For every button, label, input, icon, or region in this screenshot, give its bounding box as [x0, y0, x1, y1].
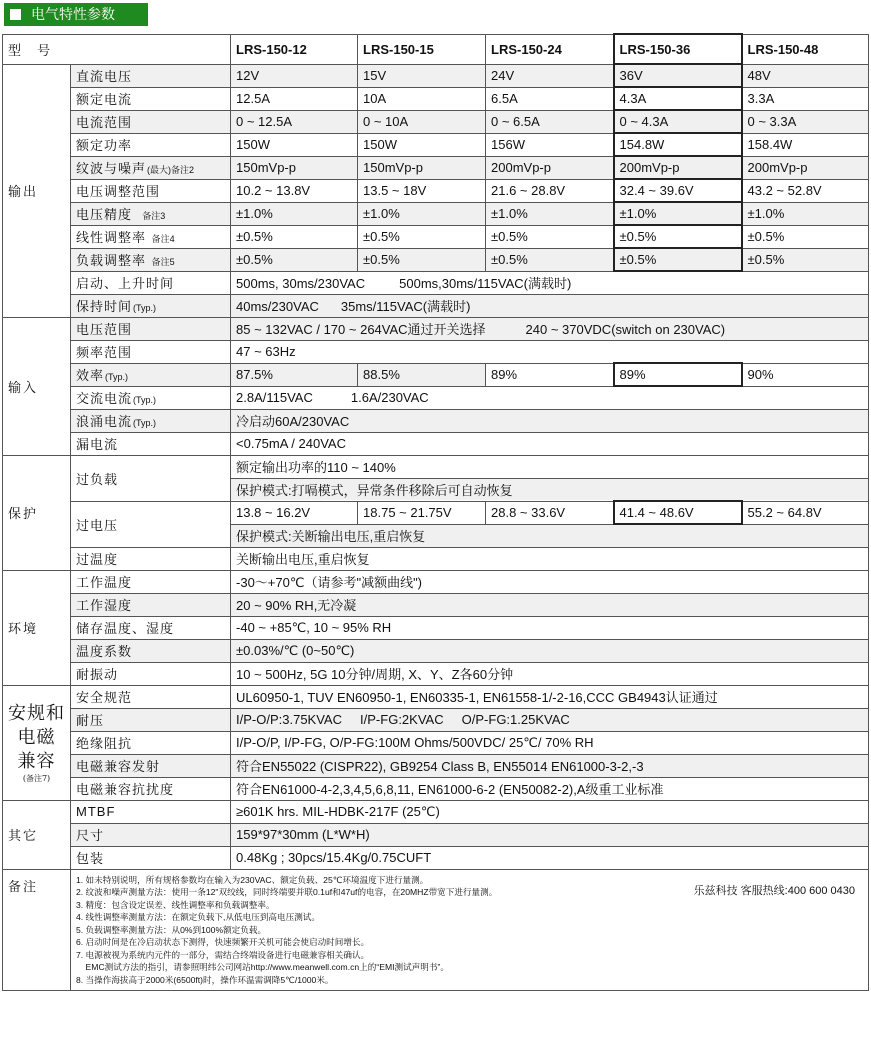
- row-label: 耐振动: [71, 662, 231, 685]
- spec-row: [3, 409, 869, 432]
- value-cell: ±0.5%: [358, 225, 486, 248]
- row-label-text: 负载调整率: [76, 253, 147, 268]
- spec-row: [3, 340, 869, 363]
- note-line: 3. 精度：包含设定误差、线性调整率和负载调整率。: [76, 899, 275, 910]
- value-cell-highlighted: 154.8W: [614, 133, 742, 156]
- value-cell-wide: 额定输出功率的110 ~ 140%: [231, 455, 869, 478]
- value-cell: 0 ~ 6.5A: [486, 110, 614, 133]
- category-input: 输入: [3, 317, 71, 455]
- row-label: 电磁兼容抗扰度: [71, 777, 231, 800]
- row-note: (Typ.): [133, 418, 157, 428]
- spec-row: [3, 685, 869, 708]
- value-cell: 88.5%: [358, 363, 486, 386]
- notes-cell: [71, 869, 869, 991]
- row-note: (Typ.): [133, 303, 157, 313]
- category-safety-emc: [3, 685, 71, 800]
- category-note: (备注7): [22, 773, 51, 783]
- spec-row: [3, 846, 869, 869]
- model-cell: LRS-150-12: [231, 34, 358, 64]
- notes-row: [3, 869, 869, 991]
- value-cell-highlighted: ±0.5%: [614, 248, 742, 271]
- value-cell-wide: I/P-O/P, I/P-FG, O/P-FG:100M Ohms/500VDC/ 25℃/ 70% RH: [231, 731, 869, 754]
- row-note: 备注3: [142, 211, 166, 221]
- value-a: 40ms/230VAC: [236, 299, 319, 314]
- value-cell-highlighted: 4.3A: [614, 87, 742, 110]
- spec-row: [3, 432, 869, 455]
- value-cell: 10.2 ~ 13.8V: [231, 179, 358, 202]
- value-cell: 43.2 ~ 52.8V: [742, 179, 869, 202]
- spec-row: [3, 248, 869, 271]
- value-a: 500ms, 30ms/230VAC: [236, 276, 366, 292]
- spec-row: [3, 662, 869, 685]
- value-b: 35ms/115VAC(满载时): [340, 299, 471, 314]
- model-cell: LRS-150-15: [358, 34, 486, 64]
- row-label: 安全规范: [71, 685, 231, 708]
- value-cell: 158.4W: [742, 133, 869, 156]
- row-label: 频率范围: [71, 340, 231, 363]
- row-label: [71, 202, 231, 225]
- row-label-text: 浪涌电流: [76, 414, 133, 429]
- spec-row: [3, 547, 869, 570]
- value-cell-highlighted: ±1.0%: [614, 202, 742, 225]
- spec-row: [3, 225, 869, 248]
- value-cell: ±0.5%: [742, 248, 869, 271]
- hotline: 乐兹科技 客服热线:400 600 0430: [693, 884, 856, 897]
- row-label: 工作温度: [71, 570, 231, 593]
- category-others: 其它: [3, 800, 71, 869]
- spec-row: [3, 363, 869, 386]
- category-line: 安规和: [8, 702, 65, 724]
- value-cell: 200mVp-p: [486, 156, 614, 179]
- value-cell-wide: -30～+70℃（请参考"减额曲线"): [231, 570, 869, 593]
- spec-row: [3, 386, 869, 409]
- category-environment: 环境: [3, 570, 71, 685]
- value-cell-wide: 符合EN61000-4-2,3,4,5,6,8,11, EN61000-6-2 (EN50082-2),A级重工业标准: [231, 777, 869, 800]
- value-cell-wide: UL60950-1, TUV EN60950-1, EN60335-1, EN61558-1/-2-16,CCC GB4943认证通过: [231, 685, 869, 708]
- spec-row: [3, 317, 869, 340]
- row-label: 储存温度、湿度: [71, 616, 231, 639]
- value-a: 2.8A/115VAC: [236, 390, 313, 406]
- value-cell: 21.6 ~ 28.8V: [486, 179, 614, 202]
- row-label-text: 保持时间: [76, 299, 133, 314]
- row-label: 漏电流: [71, 432, 231, 455]
- value-cell-wide: 0.48Kg ; 30pcs/15.4Kg/0.75CUFT: [231, 846, 869, 869]
- value-b: 1.6A/230VAC: [350, 390, 429, 406]
- spec-row: [3, 133, 869, 156]
- row-label: 尺寸: [71, 823, 231, 846]
- value-cell: 6.5A: [486, 87, 614, 110]
- row-label: 绝缘阻抗: [71, 731, 231, 754]
- row-label: 包装: [71, 846, 231, 869]
- row-label: 额定功率: [71, 133, 231, 156]
- value-cell-wide: [231, 294, 869, 317]
- row-label-text: 纹波与噪声: [76, 161, 147, 176]
- square-icon: [10, 9, 21, 20]
- value-b: 500ms,30ms/115VAC(满载时): [399, 276, 572, 292]
- row-note: (最大)备注2: [147, 165, 195, 175]
- value-cell: 15V: [358, 64, 486, 87]
- value-cell: ±0.5%: [231, 225, 358, 248]
- value-cell: 150mVp-p: [231, 156, 358, 179]
- row-label: [71, 386, 231, 409]
- value-cell: 18.75 ~ 21.75V: [358, 501, 486, 524]
- row-label: 额定电流: [71, 87, 231, 110]
- value-cell: 156W: [486, 133, 614, 156]
- section-title: 电气特性参数: [31, 6, 115, 22]
- row-label: 电流范围: [71, 110, 231, 133]
- row-label: 过温度: [71, 547, 231, 570]
- value-cell: ±0.5%: [486, 225, 614, 248]
- value-cell-wide: <0.75mA / 240VAC: [231, 432, 869, 455]
- row-label: MTBF: [71, 800, 231, 823]
- category-notes: 备注: [3, 869, 71, 991]
- row-note: 备注4: [151, 234, 175, 244]
- value-cell-highlighted: 32.4 ~ 39.6V: [614, 179, 742, 202]
- row-label-text: 线性调整率: [76, 230, 147, 245]
- spec-row: [3, 593, 869, 616]
- model-cell-highlighted: LRS-150-36: [614, 34, 742, 64]
- value-cell: ±0.5%: [742, 225, 869, 248]
- spec-table: [2, 33, 869, 991]
- spec-row: [3, 754, 869, 777]
- model-row: [3, 34, 869, 64]
- value-cell-wide: [231, 271, 869, 294]
- value-cell: ±1.0%: [358, 202, 486, 225]
- row-label: 电压调整范围: [71, 179, 231, 202]
- value-cell-wide: 保护模式:关断输出电压,重启恢复: [231, 524, 869, 547]
- value-cell-wide: 关断输出电压,重启恢复: [231, 547, 869, 570]
- row-label: 启动、上升时间: [71, 271, 231, 294]
- spec-row: [3, 294, 869, 317]
- category-output: 输出: [3, 64, 71, 317]
- row-label-text: 交流电流: [76, 391, 133, 406]
- note-line: 5. 负载调整率测量方法：从0%到100%额定负载。: [76, 924, 267, 935]
- model-cell: LRS-150-24: [486, 34, 614, 64]
- row-label-text: 效率: [76, 368, 105, 383]
- section-header: [4, 3, 148, 26]
- value-cell-wide: 符合EN55022 (CISPR22), GB9254 Class B, EN55014 EN61000-3-2,-3: [231, 754, 869, 777]
- row-label: 工作湿度: [71, 593, 231, 616]
- note-line: 4. 线性调整率测量方法：在额定负载下,从低电压到高电压测试。: [76, 912, 320, 922]
- value-cell: 0 ~ 3.3A: [742, 110, 869, 133]
- value-cell-highlighted: 89%: [614, 363, 742, 386]
- value-cell-wide: 10 ~ 500Hz, 5G 10分钟/周期, X、Y、Z各60分钟: [231, 662, 869, 685]
- value-cell: 13.8 ~ 16.2V: [231, 501, 358, 524]
- note-line: 8. 当操作海拔高于2000米(6500ft)时，操作环温需调降5℃/1000米。: [76, 974, 334, 985]
- note-line: 6. 启动时间是在冷启动状态下测得，快速频繁开关机可能会使启动时间增长。: [76, 937, 370, 947]
- value-cell: ±1.0%: [486, 202, 614, 225]
- value-cell-wide: [231, 317, 869, 340]
- row-label: 电压范围: [71, 317, 231, 340]
- row-label: 电磁兼容发射: [71, 754, 231, 777]
- value-cell: ±0.5%: [358, 248, 486, 271]
- row-label: [71, 409, 231, 432]
- row-label: 过负载: [71, 455, 231, 501]
- spec-row: [3, 87, 869, 110]
- row-note: (Typ.): [133, 395, 157, 405]
- row-label: [71, 225, 231, 248]
- value-cell-wide: [231, 386, 869, 409]
- row-note: (Typ.): [105, 372, 129, 382]
- value-cell: 10A: [358, 87, 486, 110]
- value-cell: 150W: [358, 133, 486, 156]
- value-cell: 55.2 ~ 64.8V: [742, 501, 869, 524]
- value-cell: 90%: [742, 363, 869, 386]
- row-note: 备注5: [151, 257, 175, 267]
- value-cell: 24V: [486, 64, 614, 87]
- value-cell-wide: 保护模式:打嗝模式，异常条件移除后可自动恢复: [231, 478, 869, 501]
- value-cell-wide: 冷启动60A/230VAC: [231, 409, 869, 432]
- value-cell-highlighted: 36V: [614, 64, 742, 87]
- value-cell-highlighted: 41.4 ~ 48.6V: [614, 501, 742, 524]
- value-cell-highlighted: 200mVp-p: [614, 156, 742, 179]
- spec-row: [3, 731, 869, 754]
- row-label: 过电压: [71, 501, 231, 547]
- value-cell: 150mVp-p: [358, 156, 486, 179]
- value-cell: ±0.5%: [231, 248, 358, 271]
- value-cell: ±0.5%: [486, 248, 614, 271]
- value-cell-wide: 159*97*30mm (L*W*H): [231, 823, 869, 846]
- value-a: 85 ~ 132VAC / 170 ~ 264VAC通过开关选择: [236, 322, 486, 337]
- spec-row: [3, 202, 869, 225]
- value-cell-highlighted: ±0.5%: [614, 225, 742, 248]
- value-cell-highlighted: 0 ~ 4.3A: [614, 110, 742, 133]
- spec-row: [3, 455, 869, 478]
- spec-row: [3, 708, 869, 731]
- spec-row: [3, 501, 869, 524]
- category-protection: 保护: [3, 455, 71, 570]
- value-b: 240 ~ 370VDC(switch on 230VAC): [525, 322, 726, 337]
- spec-row: [3, 110, 869, 133]
- value-cell: 200mVp-p: [742, 156, 869, 179]
- value-cell-wide: 47 ~ 63Hz: [231, 340, 869, 363]
- row-label: [71, 363, 231, 386]
- spec-row: [3, 179, 869, 202]
- spec-row: [3, 64, 869, 87]
- value-cell: 3.3A: [742, 87, 869, 110]
- model-cell: LRS-150-48: [742, 34, 869, 64]
- model-label: 型 号: [3, 34, 231, 64]
- value-cell-wide: I/P-O/P:3.75KVAC I/P-FG:2KVAC O/P-FG:1.25KVAC: [231, 708, 869, 731]
- spec-row: [3, 777, 869, 800]
- value-cell-wide: ±0.03%/℃ (0~50℃): [231, 639, 869, 662]
- note-line: 2. 纹波和噪声测量方法：使用一条12"双绞线，同时终端要并联0.1uf和47uf的电容，在20MHZ带宽下进行量测。: [76, 887, 498, 897]
- value-cell: 0 ~ 10A: [358, 110, 486, 133]
- value-cell: ±1.0%: [231, 202, 358, 225]
- value-cell: 12.5A: [231, 87, 358, 110]
- spec-row: [3, 616, 869, 639]
- value-cell: 0 ~ 12.5A: [231, 110, 358, 133]
- spec-row: [3, 800, 869, 823]
- value-cell: 48V: [742, 64, 869, 87]
- row-label: [71, 156, 231, 179]
- row-label: [71, 294, 231, 317]
- value-cell: 12V: [231, 64, 358, 87]
- row-label: 直流电压: [71, 64, 231, 87]
- note-line: EMC测试方法的指引，请参照明纬公司网站http://www.meanwell.com.cn上的“EMI测试声明书”。: [76, 962, 449, 972]
- value-cell: 13.5 ~ 18V: [358, 179, 486, 202]
- category-line: 电磁: [17, 726, 56, 748]
- value-cell-wide: 20 ~ 90% RH,无冷凝: [231, 593, 869, 616]
- spec-row: [3, 823, 869, 846]
- value-cell: 150W: [231, 133, 358, 156]
- value-cell: 89%: [486, 363, 614, 386]
- row-label: 温度系数: [71, 639, 231, 662]
- spec-row: [3, 639, 869, 662]
- spec-row: [3, 570, 869, 593]
- value-cell-wide: -40 ~ +85℃, 10 ~ 95% RH: [231, 616, 869, 639]
- row-label: 耐压: [71, 708, 231, 731]
- row-label-text: 电压精度: [76, 207, 133, 222]
- spec-row: [3, 156, 869, 179]
- note-line: 7. 电源被视为系统内元件的一部分，需结合终端设备进行电磁兼容相关确认。: [76, 949, 370, 960]
- category-line: 兼容: [17, 750, 56, 772]
- value-cell: 28.8 ~ 33.6V: [486, 501, 614, 524]
- value-cell: 87.5%: [231, 363, 358, 386]
- row-label: [71, 248, 231, 271]
- spec-row: [3, 271, 869, 294]
- note-line: 1. 如未特别说明，所有规格参数均在输入为230VAC、额定负载、25℃环境温度下进行量测。: [76, 874, 429, 885]
- value-cell: ±1.0%: [742, 202, 869, 225]
- value-cell-wide: ≥601K hrs. MIL-HDBK-217F (25℃): [231, 800, 869, 823]
